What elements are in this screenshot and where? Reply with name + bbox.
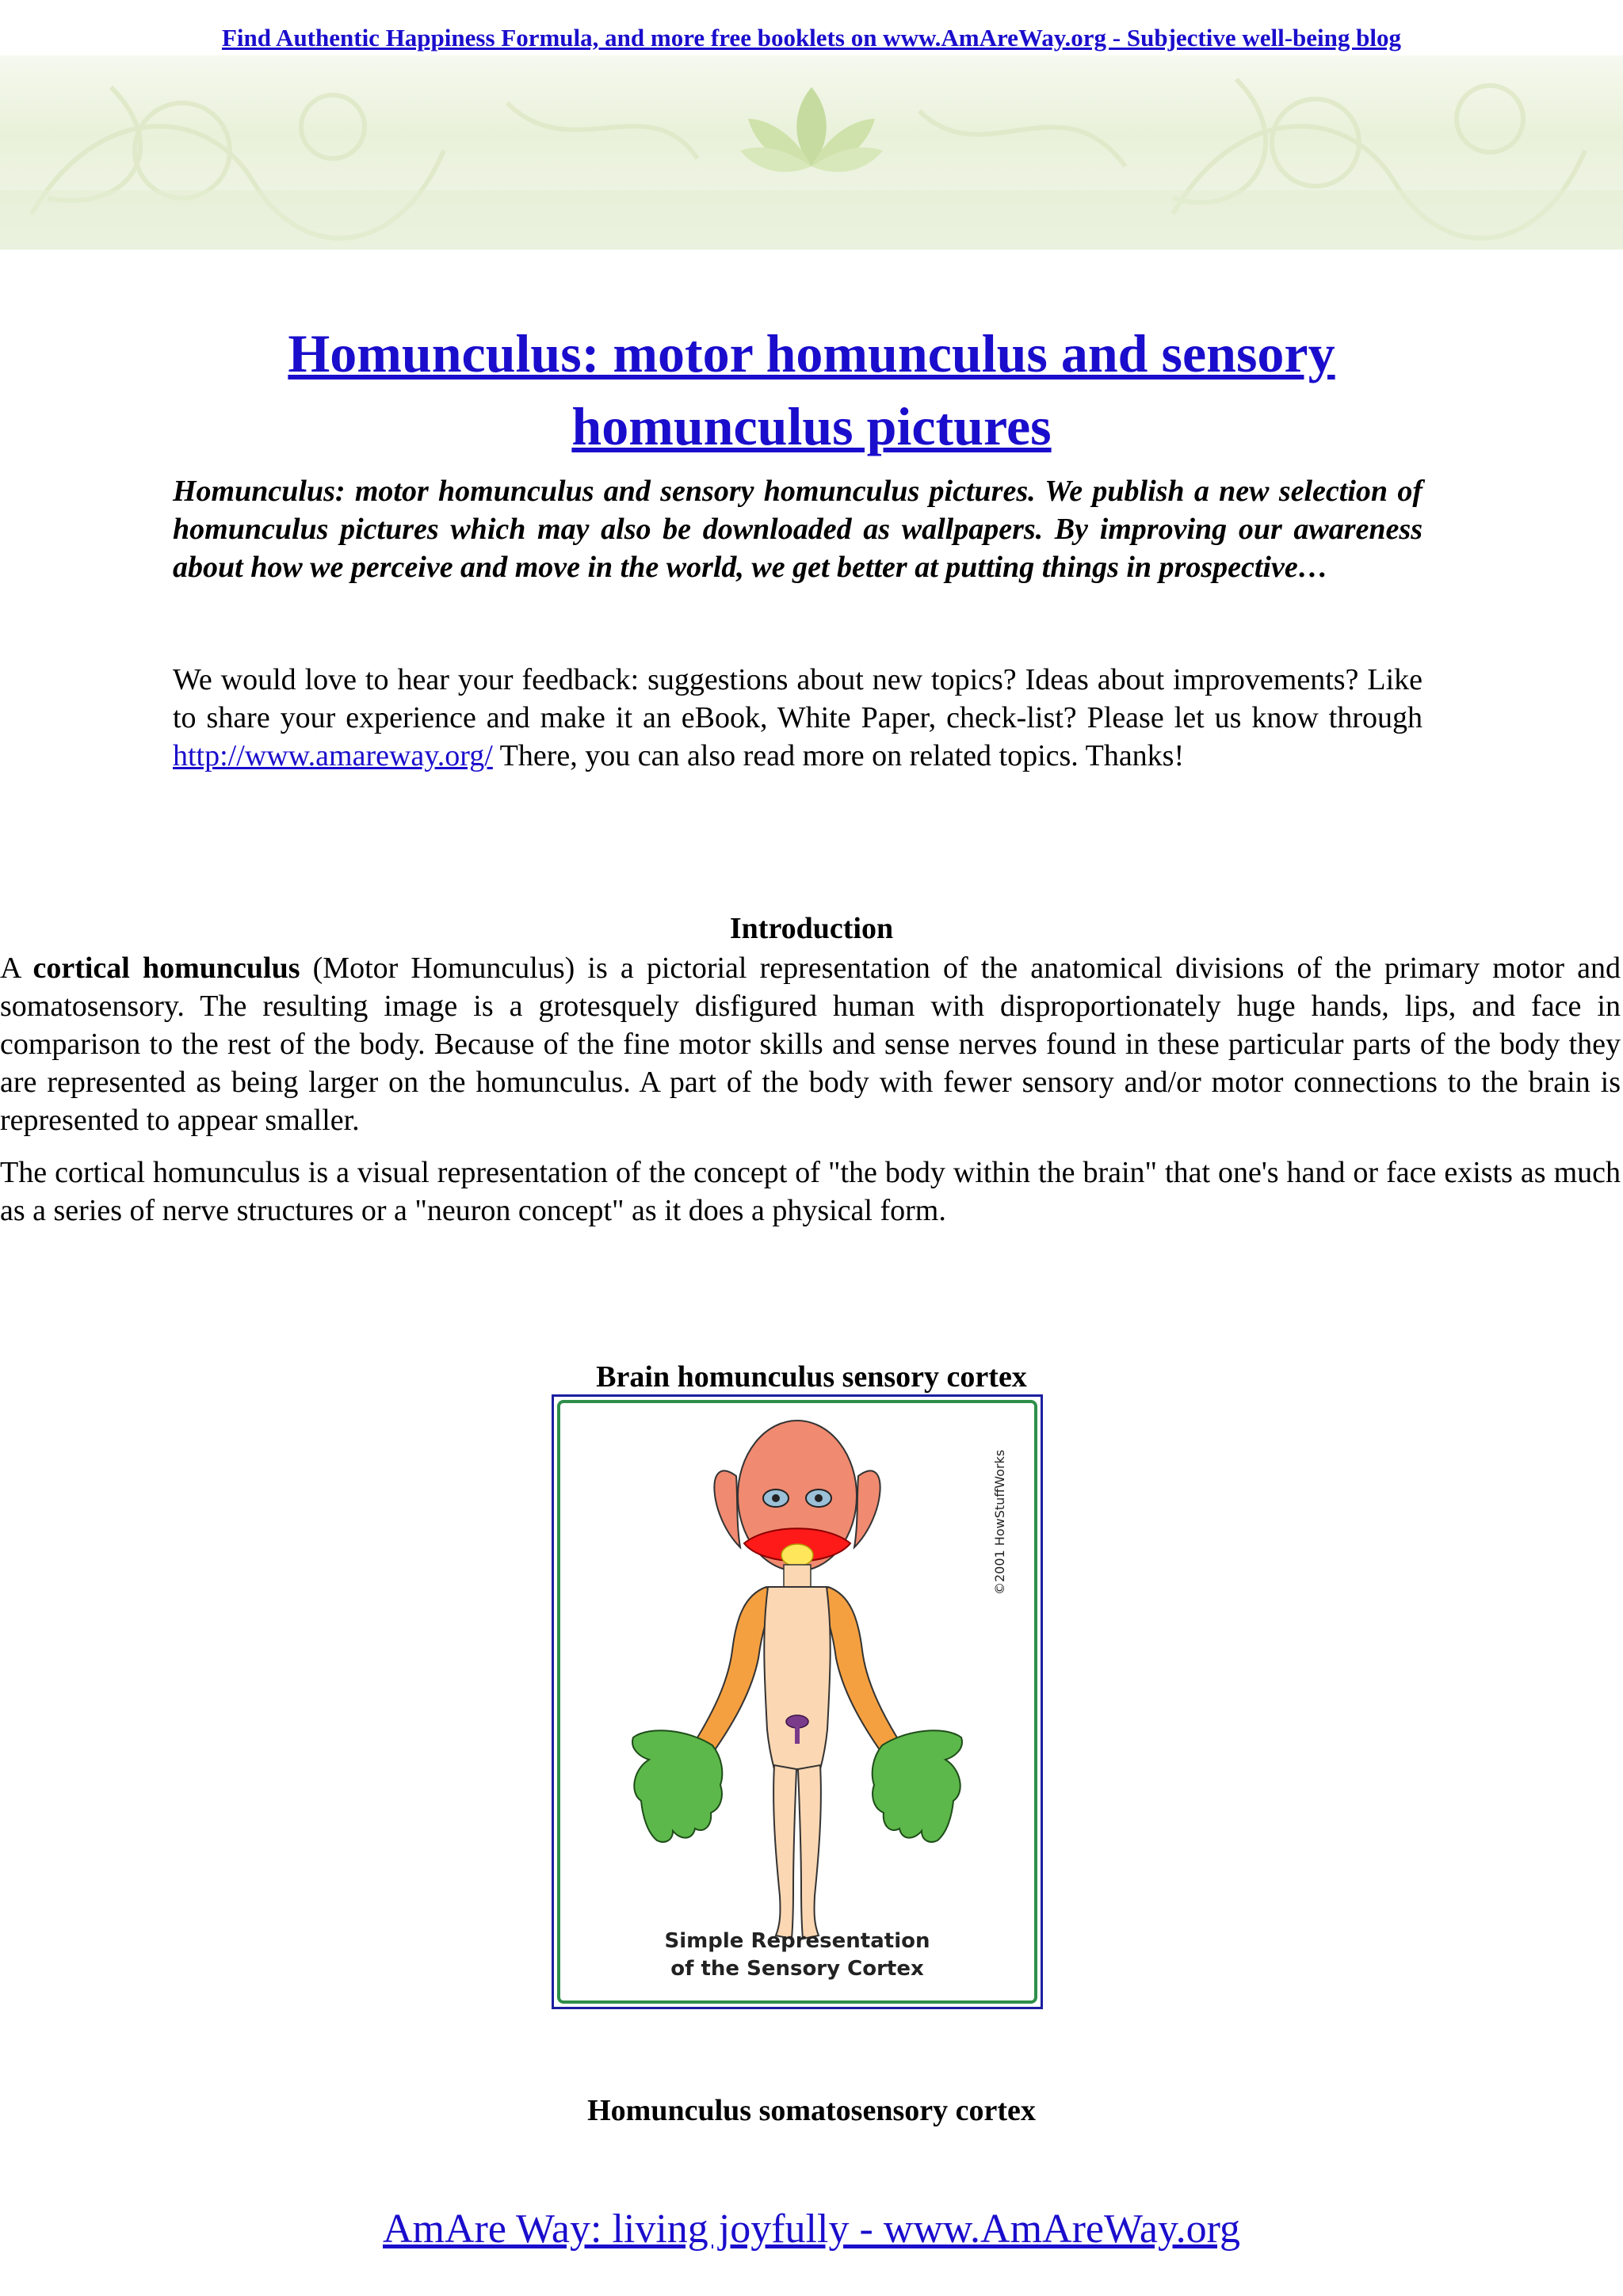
figure-caption-line1: Simple Representation [664, 1929, 930, 1953]
intro-p1-start: A [0, 952, 33, 985]
homunculus-left-hand [632, 1730, 722, 1842]
title-link-line2[interactable]: homunculus pictures [571, 396, 1052, 456]
introduction-paragraph-1 [0, 949, 1621, 1139]
intro-p1-rest: (Motor Homunculus) is a pictorial representation of the anatomical divisions of the primary motor and somatosensory. The resulting image is a grotesquely disfigured human with disproportionately huge hands, lips, and face in comparison to the rest of the body. Because of the fine motor skills and sense nerves found in these particular parts of the body they are represented as being larger on the homunculus. A part of the body with fewer sensory and/or motor connections to the brain is represented to appear smaller. [0, 952, 1621, 1137]
feedback-text-after: There, you can also read more on related topics. Thanks! [492, 739, 1185, 772]
top-header-link[interactable]: Find Authentic Happiness Formula, and more free booklets on www.AmAreWay.org - Subjective well-being blog [221, 24, 1402, 51]
homunculus-tongue [781, 1544, 813, 1566]
footer-link[interactable]: AmAre Way: living joyfully - www.AmAreWay.org [383, 2206, 1240, 2252]
figure1-heading: Brain homunculus sensory cortex [596, 1360, 1027, 1394]
page-title [158, 317, 1465, 463]
feedback-text-before: We would love to hear your feedback: suggestions about new topics? Ideas about improvements? Like to share your experience and make it an eBook, White Paper, check-list? Please let us know through [173, 663, 1423, 734]
banner-graphic [0, 55, 1623, 250]
figure-caption-line2: of the Sensory Cortex [670, 1957, 924, 1981]
decorative-banner [0, 55, 1623, 250]
homunculus-neck [784, 1565, 811, 1589]
intro-p1-bold-term: cortical homunculus [32, 952, 300, 985]
summary-paragraph: Homunculus: motor homunculus and sensory homunculus pictures. We publish a new selection of homunculus pictures which may also be downloaded as wallpapers. By improving our awareness about how we perceive and move in the world, we get better at putting things in prospective… [173, 475, 1423, 584]
feedback-paragraph [173, 661, 1423, 775]
figure2-heading: Homunculus somatosensory cortex [587, 2094, 1036, 2127]
introduction-paragraph-2: The cortical homunculus is a visual representation of the concept of "the body within the brain" that one's hand or face exists as much as a series of nerve structures or a "neuron concept" as it does a physical form. [0, 1156, 1621, 1227]
figure1-image-frame [552, 1394, 1043, 2009]
feedback-link[interactable]: http://www.amareway.org/ [173, 739, 493, 772]
top-header-link-container [0, 24, 1623, 52]
introduction-heading: Introduction [729, 912, 894, 945]
sensory-homunculus-illustration [554, 1397, 1041, 2007]
figure-copyright-text: ©2001 HowStuffWorks [992, 1449, 1007, 1595]
homunculus-right-hand [873, 1730, 962, 1842]
footer [0, 2206, 1623, 2252]
title-link-line1[interactable]: Homunculus: motor homunculus and sensory [288, 323, 1335, 383]
